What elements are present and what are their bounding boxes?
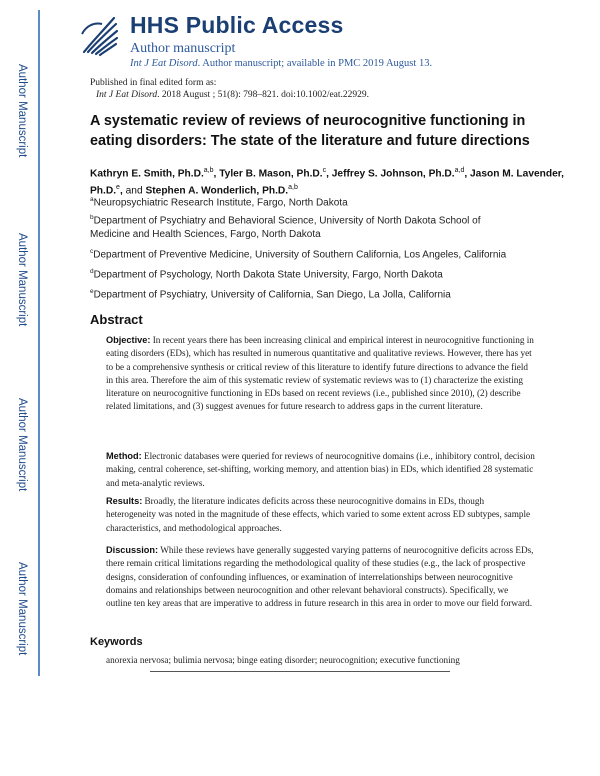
author-affil-mark: a,b — [288, 184, 298, 192]
author-affil-mark: e — [116, 184, 120, 192]
section-label: Discussion: — [106, 545, 159, 555]
affiliation-text: Department of Psychiatry, University of California, San Diego, La Jolla, California — [93, 289, 451, 301]
section-text: Electronic databases were queried for reviews of neurocognitive domains (i.e., inhibitory control, decision making, central coherence, set-shifting, working memory, and attention bias) in EDs, which identified 28 systematic and meta-analytic reviews. — [106, 451, 535, 488]
abstract-method — [106, 450, 536, 490]
affiliation-mark: e — [90, 288, 94, 295]
sidebar-rule — [38, 10, 40, 676]
affiliation-text: Department of Psychology, North Dakota State University, Fargo, North Dakota — [93, 269, 443, 281]
section-text: Broadly, the literature indicates deficits across these neurocognitive domains in EDs, though heterogeneity was noted in the magnitude of these effects, which varied to some extent across ED subtypes, sample characteristics, and methodological approaches. — [106, 496, 531, 533]
abstract-discussion — [106, 544, 536, 610]
affiliation — [90, 285, 520, 302]
sidebar-label: Author Manuscript — [16, 233, 28, 327]
affiliation-text: Department of Psychiatry and Behavioral Science, University of North Dakota School of Medicine and Health Sciences, Fargo, North Dakota — [90, 215, 481, 241]
affiliation-mark: d — [90, 268, 94, 275]
affiliation — [90, 193, 520, 210]
hhs-eagle-logo-icon — [80, 12, 120, 58]
section-text: While these reviews have generally suggested varying patterns of neurocognitive deficits across EDs, there remain critical limitations regarding the methodological quality of these studies (e.g., the lack of prospective designs, consideration of confounding influences, or examination of interrelationships between neurocognitive domains and relationships between neurocognition and other relevant behavioral constructs). Specifically, we outline ten key areas that are imperative to address in future research in this area in order to move our field forward. — [106, 545, 534, 609]
section-label: Results: — [106, 496, 143, 506]
section-label: Objective: — [106, 335, 151, 345]
affiliation-text: Neuropsychiatric Research Institute, Fargo, North Dakota — [93, 197, 348, 209]
author-name: Kathryn E. Smith, Ph.D. — [90, 168, 204, 180]
citation-line — [96, 90, 369, 100]
affiliation — [90, 265, 520, 282]
affiliation — [90, 211, 520, 242]
journal-abbrev: Int J Eat Disord — [130, 58, 198, 69]
affiliation-mark: b — [90, 214, 94, 221]
citation-text: . 2018 August ; 51(8): 798–821. doi:10.1002/eat.22929. — [157, 90, 370, 100]
keywords-heading: Keywords — [90, 636, 143, 648]
sidebar-label: Author Manuscript — [16, 398, 28, 492]
published-note: Published in final edited form as: — [90, 78, 217, 88]
author-name: Jason M. Lavender, Ph.D. — [90, 168, 565, 197]
abstract-heading: Abstract — [90, 312, 143, 327]
sidebar-label: Author Manuscript — [16, 562, 28, 656]
hhs-public-access-title: HHS Public Access — [130, 12, 344, 38]
affiliation-mark: a — [90, 196, 94, 203]
author-affil-mark: c — [322, 167, 327, 174]
author-name: Stephen A. Wonderlich, Ph.D. — [145, 185, 289, 197]
section-text: In recent years there has been increasing clinical and empirical interest in neurocognitive functioning in eating disorders (EDs), which has resulted in numerous quantitative and qualitative reviews. However, there has yet to be a comprehensive synthesis or critical review of this literature to identify future directions to advance the field in this area. Therefore the aim of this systematic review of systematic reviews was to (1) characterize the existing literature on neurocognitive functioning in EDs based on recent reviews (i.e., published since 2010), (2) describe related limitations, and (3) suggest avenues for future research to address gaps in the current literature. — [106, 335, 534, 412]
abstract-objective — [106, 334, 536, 414]
section-label: Method: — [106, 451, 142, 461]
author-affil-mark: a,d — [454, 167, 465, 174]
author-name: Jeffrey S. Johnson, Ph.D. — [331, 168, 455, 180]
author-name: Tyler B. Mason, Ph.D. — [219, 168, 323, 180]
abstract-results — [106, 495, 536, 535]
sidebar-label: Author Manuscript — [16, 64, 28, 158]
citation-journal: Int J Eat Disord — [96, 90, 158, 100]
affiliation — [90, 245, 550, 262]
availability-line — [130, 58, 432, 69]
article-title: A systematic review of reviews of neurocognitive functioning in eating disorders: The state of the literature and future directions — [90, 113, 530, 149]
availability-text: . Author manuscript; available in PMC 2019 August 13. — [197, 58, 433, 69]
manuscript-type: Author manuscript — [130, 41, 236, 56]
author-list: Kathryn E. Smith, Ph.D.$^{a,b}$, Tyler B. Mason, Ph.D.$^c$, Jeffrey S. Johnson, Ph.D.$^{a,d}$, Jason M. Lavender, Ph.D.$^e$, and Stephen A. Wonderlich, Ph.D.$^{a,b}$ — [90, 167, 565, 197]
author-affil-mark: a,b — [203, 167, 214, 174]
footer-rule — [150, 671, 450, 672]
affiliation-mark: c — [90, 248, 94, 255]
keywords-list: anorexia nervosa; bulimia nervosa; binge eating disorder; neurocognition; executive functioning — [106, 655, 460, 665]
affiliation-text: Department of Preventive Medicine, University of Southern California, Los Angeles, California — [93, 249, 507, 261]
author-conjunction: and — [125, 185, 143, 197]
